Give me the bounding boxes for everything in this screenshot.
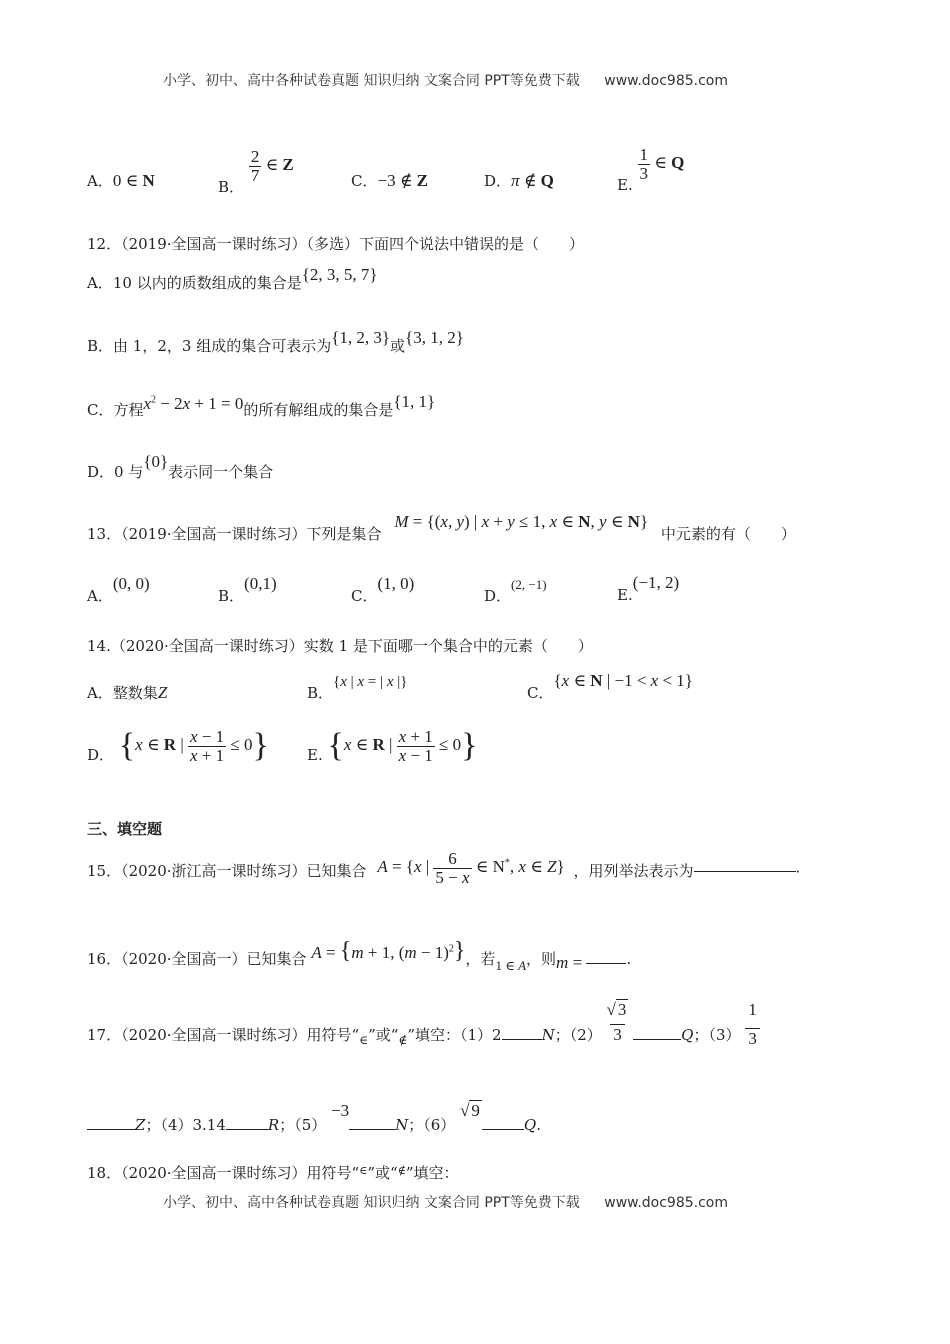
q11-option-e: E. $\frac{1}{3}$ ∈ Q [617,145,685,195]
q12-option-d: D．0 与{0}表示同一个集合 [87,452,274,481]
q12-option-c: C．方程$x^2 - 2x + 1 = 0$的所有解组成的集合是{1, 1} [87,392,436,419]
q13-option-a: A．(0, 0) [87,574,150,605]
q18-stem: 18．（2020·全国高一课时练习）用符号“∈”或“∉”填空： [87,1164,459,1182]
q11-option-c: C．−3 ∉ Z [351,171,428,190]
footer-site: www.doc985.com [604,1195,728,1211]
q13-option-e: E.(−1, 2) [617,573,680,604]
page-header [163,70,728,90]
q11-option-b: B． $\frac{2}{7}$ ∈ Z [218,147,294,197]
header-text: 小学、初中、高中各种试卷真题 知识归纳 文案合同 PPT等免费下载 [163,73,580,89]
q14-option-d: D． {x ∈ R | $\frac{x - 1}{x + 1}$ ≤ 0} [87,727,269,765]
q14-option-c: C．{x ∈ N | −1 < x < 1} [527,671,693,702]
q11-option-a: A．0 ∈ N [87,171,155,190]
q13-option-c: C．(1, 0) [351,574,415,605]
q13-option-b: B．(0,1) [218,574,277,605]
q12-option-b: B．由 1，2，3 组成的集合可表示为{1, 2, 3}或{3, 1, 2} [87,328,464,355]
q15: 15．（2020·浙江高一课时练习）已知集合 A = {x | $\frac{6}{5 - x}$ ∈ N*, x ∈ Z} ，用列举法表示为 . [87,849,801,887]
section-title: 三、填空题 [87,820,163,838]
q13-option-d: D．(2, −1) [484,577,547,605]
q16: 16．（2020·全国高一）已知集合 A = {m + 1, $(m - 1)^2$}，若1 ∈ A，则m = . [87,938,632,973]
header-site: www.doc985.com [604,73,728,89]
q17-line1: 17．（2020·全国高一课时练习）用符号“$_\in$”或“$_\notin$”填空：（1）2 N；（2） $\frac{√ 3}{3}$ Q；（3） $\frac{1}{3}$ [87,1000,760,1048]
page-footer [163,1192,728,1212]
q13-stem: 13．（2019·全国高一课时练习）下列是集合 M = {(x, y) | x + y ≤ 1, x ∈ N, y ∈ N} 中元素的有（ ） [87,512,796,543]
q14-option-a: A．整数集Z [87,683,168,702]
footer-text: 小学、初中、高中各种试卷真题 知识归纳 文案合同 PPT等免费下载 [163,1195,580,1211]
q12-option-a: A．10 以内的质数组成的集合是{2, 3, 5, 7} [87,265,378,292]
q17-line2: Z；（4）3.14 R；（5） −3N；（6） √ 9Q. [87,1100,541,1121]
q12-stem: 12．（2019·全国高一课时练习）（多选）下面四个说法中错误的是（ ） [87,235,585,253]
q14-option-b: B．{x | x = | x |} [307,674,408,702]
q14-option-e: E. {x ∈ R | $\frac{x + 1}{x - 1}$ ≤ 0} [307,727,478,765]
q11-option-d: D．π ∉ Q [484,171,554,190]
q14-stem: 14.（2020·全国高一课时练习）实数 1 是下面哪一个集合中的元素（ ） [87,637,593,655]
